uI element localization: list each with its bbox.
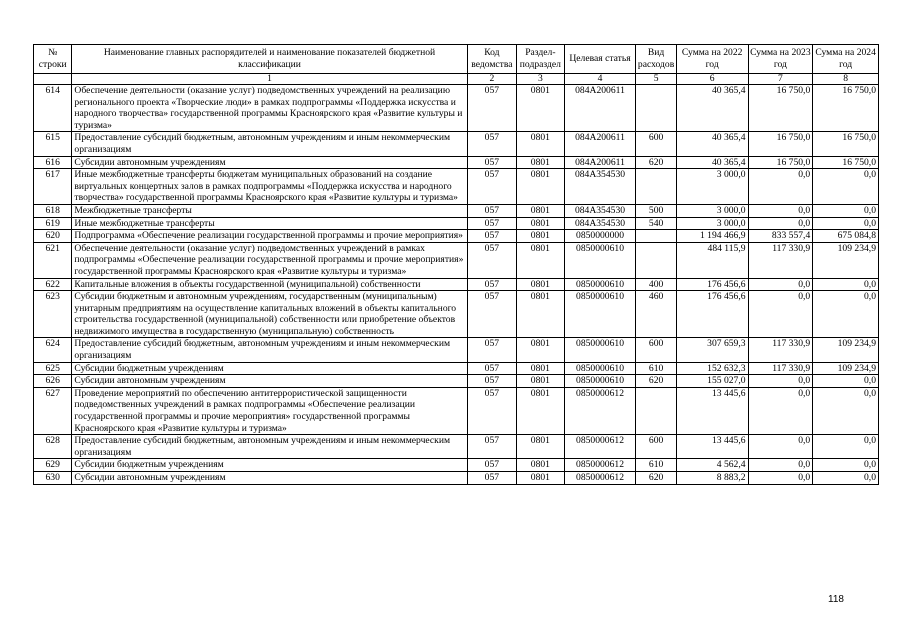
expense-type-code — [636, 85, 676, 132]
sum-2024: 16 750,0 — [813, 156, 879, 169]
row-number: 627 — [34, 387, 72, 434]
sum-2023: 16 750,0 — [748, 132, 813, 156]
sum-2022: 4 562,4 — [676, 459, 748, 472]
sum-2022: 3 000,0 — [676, 217, 748, 230]
department-code: 057 — [467, 169, 517, 205]
expense-type-code: 460 — [636, 291, 676, 338]
section-code: 0801 — [517, 338, 565, 362]
row-number: 630 — [34, 472, 72, 485]
section-code: 0801 — [517, 156, 565, 169]
department-code: 057 — [467, 459, 517, 472]
sum-2022: 307 659,3 — [676, 338, 748, 362]
row-number: 626 — [34, 375, 72, 388]
expense-type-code: 600 — [636, 435, 676, 459]
row-name: Подпрограмма «Обеспечение реализации государственной программы и прочие мероприятия» — [72, 230, 467, 243]
target-item-code: 0850000612 — [564, 435, 636, 459]
expense-type-code — [636, 387, 676, 434]
row-name: Предоставление субсидий бюджетным, автономным учреждениям и иным некоммерческим организациям — [72, 338, 467, 362]
target-item-code: 0850000610 — [564, 375, 636, 388]
sum-2024: 675 084,8 — [813, 230, 879, 243]
header-sum-2023: Сумма на 2023 год — [748, 45, 813, 74]
department-code: 057 — [467, 278, 517, 291]
sum-2022: 152 632,3 — [676, 362, 748, 375]
sum-2024: 0,0 — [813, 291, 879, 338]
expense-type-code — [636, 242, 676, 278]
sum-2022: 8 883,2 — [676, 472, 748, 485]
table-row — [34, 375, 879, 388]
department-code: 057 — [467, 472, 517, 485]
section-code: 0801 — [517, 291, 565, 338]
row-name: Обеспечение деятельности (оказание услуг) подведомственных учреждений в рамках подпрограммы «Обеспечение реализации государственной программы и прочие мероприятия» государственной программы Красноярского края «Развитие культуры и туризма» — [72, 242, 467, 278]
table-row — [34, 156, 879, 169]
row-name: Иные межбюджетные трансферты бюджетам муниципальных образований на создание виртуальных концертных залов в рамках подпрограммы «Поддержка искусства и народного творчества» государственной программы Красноярского края «Развитие культуры и туризма» — [72, 169, 467, 205]
sum-2022: 40 365,4 — [676, 85, 748, 132]
table-row — [34, 459, 879, 472]
row-name: Субсидии автономным учреждениям — [72, 472, 467, 485]
sum-2024: 109 234,9 — [813, 338, 879, 362]
header-target-item: Целевая статья — [564, 45, 636, 74]
row-name: Субсидии автономным учреждениям — [72, 375, 467, 388]
sum-2023: 0,0 — [748, 387, 813, 434]
column-number: 1 — [72, 74, 467, 85]
header-expense-type: Вид расходов — [636, 45, 676, 74]
expense-type-code: 400 — [636, 278, 676, 291]
department-code: 057 — [467, 230, 517, 243]
section-code: 0801 — [517, 387, 565, 434]
sum-2022: 3 000,0 — [676, 169, 748, 205]
target-item-code: 084A200611 — [564, 156, 636, 169]
target-item-code: 0850000610 — [564, 362, 636, 375]
sum-2024: 16 750,0 — [813, 85, 879, 132]
section-code: 0801 — [517, 204, 565, 217]
expense-type-code — [636, 169, 676, 205]
department-code: 057 — [467, 242, 517, 278]
row-name: Субсидии автономным учреждениям — [72, 156, 467, 169]
table-row — [34, 169, 879, 205]
header-row — [34, 45, 879, 74]
header-row-number: № строки — [34, 45, 72, 74]
section-code: 0801 — [517, 278, 565, 291]
target-item-code: 084A354530 — [564, 169, 636, 205]
row-number: 628 — [34, 435, 72, 459]
header-name: Наименование главных распорядителей и наименование показателей бюджетной классификации — [72, 45, 467, 74]
target-item-code: 0850000610 — [564, 291, 636, 338]
target-item-code: 084A200611 — [564, 85, 636, 132]
page-number: 118 — [828, 594, 844, 605]
table-row — [34, 278, 879, 291]
section-code: 0801 — [517, 435, 565, 459]
sum-2023: 0,0 — [748, 204, 813, 217]
section-code: 0801 — [517, 472, 565, 485]
row-name: Проведение мероприятий по обеспечению антитеррористической защищенности подведомственных учреждений в рамках подпрограммы «Обеспечение реализации государственной программы и прочие мероприятия» государственной программы Красноярского края «Развитие культуры и туризма» — [72, 387, 467, 434]
expense-type-code: 610 — [636, 362, 676, 375]
target-item-code: 0850000610 — [564, 242, 636, 278]
department-code: 057 — [467, 387, 517, 434]
sum-2023: 117 330,9 — [748, 362, 813, 375]
sum-2022: 40 365,4 — [676, 156, 748, 169]
sum-2023: 0,0 — [748, 472, 813, 485]
table-row — [34, 230, 879, 243]
table-row — [34, 435, 879, 459]
expense-type-code: 620 — [636, 375, 676, 388]
row-number: 614 — [34, 85, 72, 132]
section-code: 0801 — [517, 217, 565, 230]
header-department-code: Код ведомства — [467, 45, 517, 74]
department-code: 057 — [467, 217, 517, 230]
sum-2022: 176 456,6 — [676, 278, 748, 291]
table-row — [34, 387, 879, 434]
expense-type-code: 610 — [636, 459, 676, 472]
section-code: 0801 — [517, 459, 565, 472]
expense-type-code — [636, 230, 676, 243]
target-item-code: 084A354530 — [564, 217, 636, 230]
sum-2024: 16 750,0 — [813, 132, 879, 156]
sum-2023: 0,0 — [748, 375, 813, 388]
row-number: 620 — [34, 230, 72, 243]
sum-2023: 0,0 — [748, 291, 813, 338]
sum-2023: 0,0 — [748, 459, 813, 472]
table-row — [34, 338, 879, 362]
row-number: 622 — [34, 278, 72, 291]
target-item-code: 0850000612 — [564, 459, 636, 472]
target-item-code: 0850000000 — [564, 230, 636, 243]
row-number: 624 — [34, 338, 72, 362]
sum-2024: 109 234,9 — [813, 362, 879, 375]
department-code: 057 — [467, 338, 517, 362]
sum-2022: 484 115,9 — [676, 242, 748, 278]
sum-2023: 117 330,9 — [748, 338, 813, 362]
row-name: Капитальные вложения в объекты государственной (муниципальной) собственности — [72, 278, 467, 291]
header-sum-2022: Сумма на 2022 год — [676, 45, 748, 74]
sum-2024: 0,0 — [813, 375, 879, 388]
section-code: 0801 — [517, 242, 565, 278]
table-row — [34, 132, 879, 156]
table-row — [34, 242, 879, 278]
sum-2023: 117 330,9 — [748, 242, 813, 278]
row-name: Субсидии бюджетным учреждениям — [72, 459, 467, 472]
department-code: 057 — [467, 204, 517, 217]
department-code: 057 — [467, 85, 517, 132]
column-number: 4 — [564, 74, 636, 85]
row-number: 623 — [34, 291, 72, 338]
sum-2024: 0,0 — [813, 472, 879, 485]
column-number: 8 — [813, 74, 879, 85]
sum-2022: 40 365,4 — [676, 132, 748, 156]
table-row — [34, 362, 879, 375]
sum-2023: 16 750,0 — [748, 85, 813, 132]
sum-2023: 16 750,0 — [748, 156, 813, 169]
row-number: 625 — [34, 362, 72, 375]
row-name: Иные межбюджетные трансферты — [72, 217, 467, 230]
target-item-code: 0850000610 — [564, 338, 636, 362]
department-code: 057 — [467, 435, 517, 459]
sum-2023: 0,0 — [748, 217, 813, 230]
sum-2023: 0,0 — [748, 278, 813, 291]
sum-2023: 0,0 — [748, 169, 813, 205]
sum-2024: 0,0 — [813, 435, 879, 459]
row-number: 621 — [34, 242, 72, 278]
row-name: Обеспечение деятельности (оказание услуг) подведомственных учреждений на реализацию регионального проекта «Творческие люди» в рамках подпрограммы «Поддержка искусства и народного творчества» государственной программы Красноярского края «Развитие культуры и туризма» — [72, 85, 467, 132]
sum-2022: 155 027,0 — [676, 375, 748, 388]
target-item-code: 084A354530 — [564, 204, 636, 217]
sum-2022: 13 445,6 — [676, 387, 748, 434]
sum-2023: 0,0 — [748, 435, 813, 459]
department-code: 057 — [467, 132, 517, 156]
row-number: 629 — [34, 459, 72, 472]
target-item-code: 0850000612 — [564, 387, 636, 434]
header-section: Раздел-подраздел — [517, 45, 565, 74]
table-row — [34, 291, 879, 338]
column-number: 5 — [636, 74, 676, 85]
row-number: 616 — [34, 156, 72, 169]
column-number-row — [34, 74, 879, 85]
row-name: Предоставление субсидий бюджетным, автономным учреждениям и иным некоммерческим организациям — [72, 435, 467, 459]
sum-2024: 0,0 — [813, 278, 879, 291]
sum-2023: 833 557,4 — [748, 230, 813, 243]
row-name: Субсидии бюджетным учреждениям — [72, 362, 467, 375]
department-code: 057 — [467, 375, 517, 388]
column-number: 2 — [467, 74, 517, 85]
sum-2022: 1 194 466,9 — [676, 230, 748, 243]
sum-2024: 0,0 — [813, 459, 879, 472]
sum-2024: 0,0 — [813, 169, 879, 205]
department-code: 057 — [467, 362, 517, 375]
sum-2024: 109 234,9 — [813, 242, 879, 278]
section-code: 0801 — [517, 85, 565, 132]
column-number: 6 — [676, 74, 748, 85]
section-code: 0801 — [517, 132, 565, 156]
expense-type-code: 500 — [636, 204, 676, 217]
row-number: 618 — [34, 204, 72, 217]
section-code: 0801 — [517, 169, 565, 205]
row-name: Межбюджетные трансферты — [72, 204, 467, 217]
sum-2024: 0,0 — [813, 204, 879, 217]
table-row — [34, 472, 879, 485]
sum-2022: 176 456,6 — [676, 291, 748, 338]
column-number: 3 — [517, 74, 565, 85]
department-code: 057 — [467, 156, 517, 169]
expense-type-code: 600 — [636, 132, 676, 156]
target-item-code: 0850000610 — [564, 278, 636, 291]
target-item-code: 0850000612 — [564, 472, 636, 485]
column-number-blank — [34, 74, 72, 85]
sum-2022: 3 000,0 — [676, 204, 748, 217]
header-sum-2024: Сумма на 2024 год — [813, 45, 879, 74]
budget-table — [33, 44, 879, 485]
department-code: 057 — [467, 291, 517, 338]
sum-2024: 0,0 — [813, 217, 879, 230]
table-body — [34, 85, 879, 485]
expense-type-code: 620 — [636, 472, 676, 485]
expense-type-code: 540 — [636, 217, 676, 230]
sum-2022: 13 445,6 — [676, 435, 748, 459]
sum-2024: 0,0 — [813, 387, 879, 434]
row-name: Предоставление субсидий бюджетным, автономным учреждениям и иным некоммерческим организациям — [72, 132, 467, 156]
section-code: 0801 — [517, 362, 565, 375]
expense-type-code: 620 — [636, 156, 676, 169]
expense-type-code: 600 — [636, 338, 676, 362]
table-row — [34, 204, 879, 217]
column-number: 7 — [748, 74, 813, 85]
row-number: 615 — [34, 132, 72, 156]
section-code: 0801 — [517, 375, 565, 388]
section-code: 0801 — [517, 230, 565, 243]
row-number: 619 — [34, 217, 72, 230]
target-item-code: 084A200611 — [564, 132, 636, 156]
row-name: Субсидии бюджетным и автономным учреждениям, государственным (муниципальным) унитарным предприятиям на осуществление капитальных вложений в объекты капитального строительства государственной (муниципальной) собственности или приобретение объектов недвижимого имущества в государственную (муниципальную) собственность — [72, 291, 467, 338]
table-row — [34, 85, 879, 132]
row-number: 617 — [34, 169, 72, 205]
table-row — [34, 217, 879, 230]
